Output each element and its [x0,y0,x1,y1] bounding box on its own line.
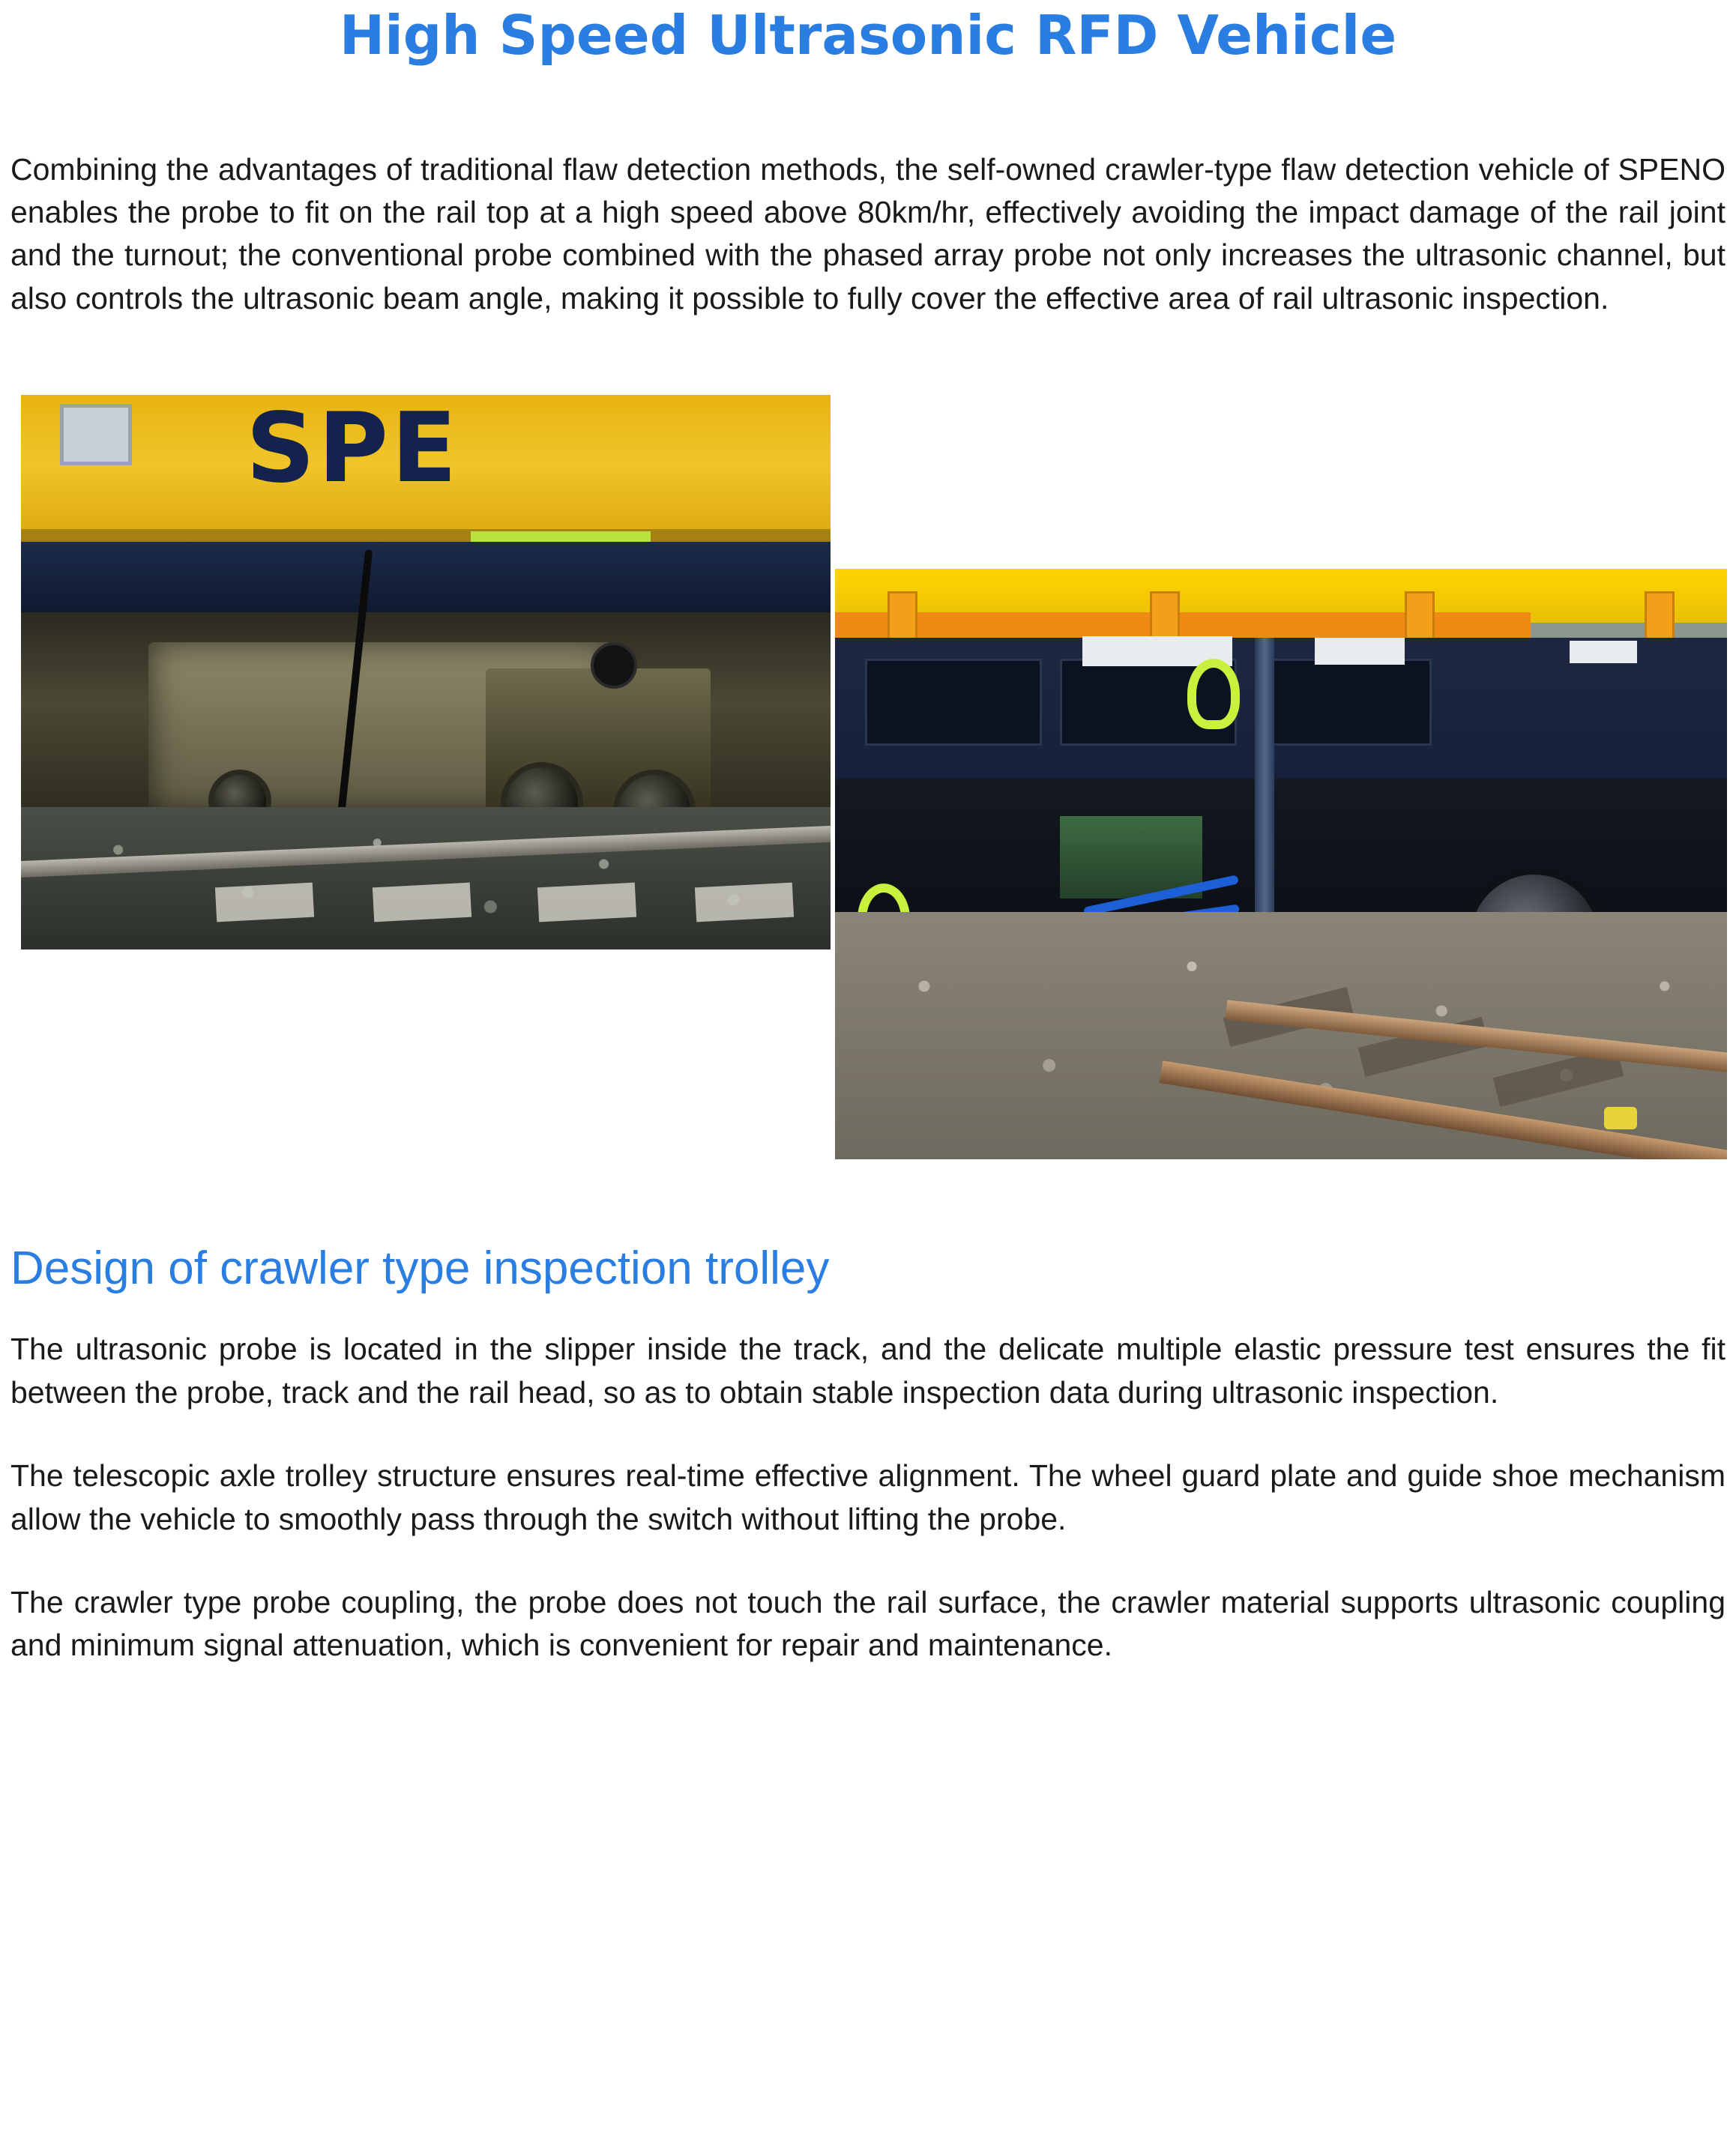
body-paragraph-2: The telescopic axle trolley structure ensures real-time effective alignment. The wheel guard plate and guide shoe mechanism allow the vehicle to smoothly pass through the switch without lifting the probe. [10,1458,1726,1536]
vehicle-marking-text: SPE [246,395,460,505]
intro-section [7,148,1729,321]
track-ballast [835,912,1727,1159]
sleeper [537,883,636,923]
side-panel [865,659,1042,746]
vehicle-window [60,404,132,465]
lifting-hook [1187,659,1240,729]
white-label [1315,638,1405,665]
sleeper [373,883,471,923]
body-paragraph-1: The ultrasonic probe is located in the slipper inside the track, and the delicate multiple elastic pressure test ensures the fit between the probe, track and the rail head, so as to obtain stable inspection data during ultrasonic inspection. [10,1332,1726,1410]
track-ballast [21,807,831,949]
vehicle-blue-band [21,542,831,617]
side-panel [1255,659,1432,746]
sleeper [695,883,794,923]
intro-paragraph: Combining the advantages of traditional flaw detection methods, the self-owned crawler-type flaw detection vehicle of SPENO enables the probe to fit on the rail top at a high speed above 80km/hr, effectively avoiding the impact damage of the rail joint and the turnout; the conventional probe combined with the phased array probe not only increases the ultrasonic channel, but also controls the ultrasonic beam angle, making it possible to fully cover the effective area of rail ultrasonic inspection. [10,151,1726,315]
sleeper [215,883,314,923]
body-paragraph-3: The crawler type probe coupling, the probe does not touch the rail surface, the crawler material supports ultrasonic coupling and minimum signal attenuation, which is convenient for repair and maintenance. [10,1585,1726,1663]
figure-group [7,395,1729,1159]
figure-night-underframe-photo [21,395,831,949]
track-marker [1604,1107,1637,1129]
section-heading-wrap [7,1242,1729,1295]
white-label [1570,641,1637,663]
page-title: High Speed Ultrasonic RFD Vehicle [339,4,1397,67]
section-heading: Design of crawler type inspection trolley [10,1242,830,1295]
work-lamp [591,642,637,689]
figure-crawler-trolley-photo [835,569,1727,1159]
